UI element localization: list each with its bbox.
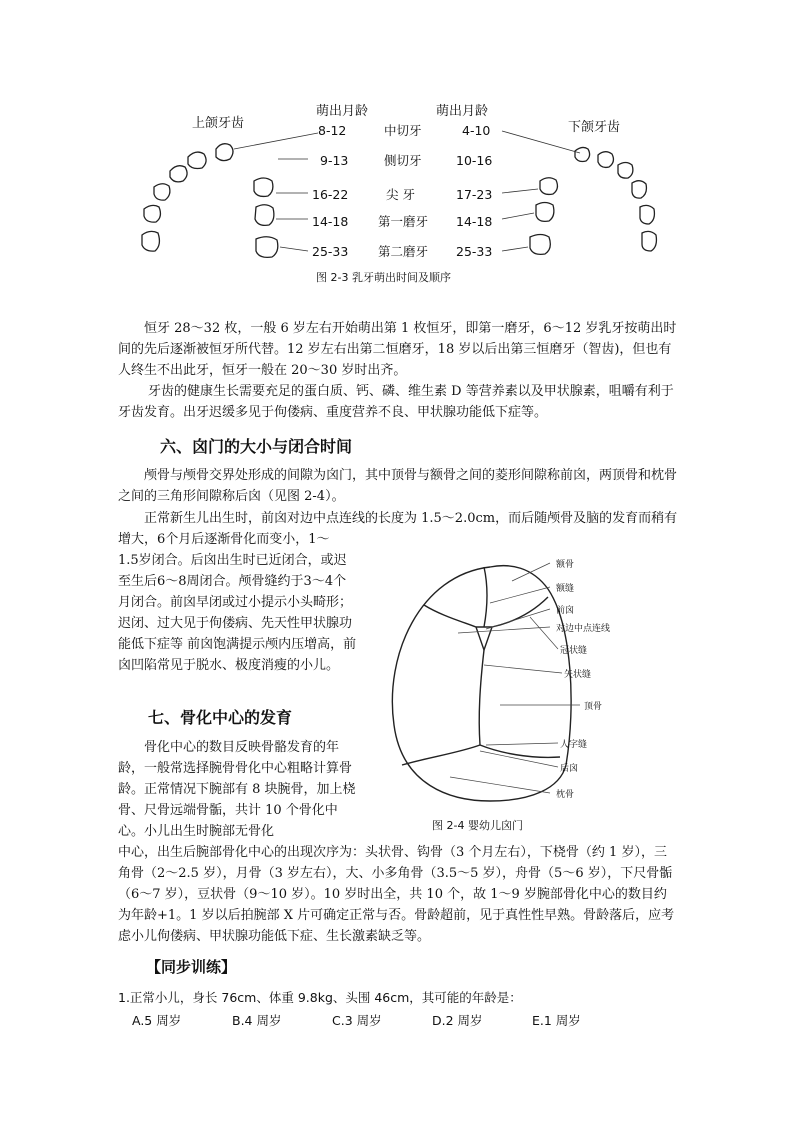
- upper-col-header: 萌出月龄: [316, 104, 369, 119]
- tooth-name-2: 侧切牙: [384, 153, 422, 168]
- paragraph-permanent-teeth: 恒牙 28～32 枚，一般 6 岁左右开始萌出第 1 枚恒牙，即第一磨牙，6～12 岁乳牙按萌出时间的先后逐渐被恒牙所代替。12 岁左右出第二恒磨牙，18 岁以后出第三恒磨牙（智齿)，但也有人终生不出此牙，恒牙一般在 20～30 岁时出齐。: [118, 321, 677, 378]
- anterior-fontanelle: [476, 627, 492, 650]
- tooth: [154, 184, 170, 200]
- question-stem: 1.正常小儿，身长 76cm、体重 9.8kg、头围 46cm，其可能的年龄是：: [118, 990, 522, 1005]
- lower-months-3: 17-23: [456, 187, 493, 202]
- paragraph-teeth-health: 牙齿的健康生长需要充足的蛋白质、钙、磷、维生素 D 等营养素以及甲状腺素，咀嚼有利于牙齿发育。出牙迟缓多见于佝偻病、重度营养不良、甲状腺功能低下症等。: [118, 384, 674, 420]
- section-heading-fontanelle: 六、囟门的大小与闭合时间: [160, 437, 353, 456]
- tooth: [575, 147, 590, 161]
- tooth: [255, 205, 274, 226]
- tooth: [640, 205, 654, 224]
- paragraph-ossification-b: 中心，出生后腕部骨化中心的出现次序为：头状骨、钩骨（3 个月左右），下桡骨（约 1 岁），三角骨（2～2.5 岁），月骨（3 岁左右），大、小多角骨（3.5～5 岁），舟骨（5～6 岁），下尺骨骺（6～7 岁），豆状骨（9～10 岁）。10 岁时出全，共 10 个，故 1～9 岁腕部骨化中心的数目约为年龄+1。1 岁以后拍腕部 X 片可确定正常与否。骨龄超前，见于真性性早熟。骨龄落后，应考虑小儿佝偻病、甲状腺功能低下症、生长激素缺乏等。: [118, 845, 675, 944]
- paragraph-fontanelle-def: 颅骨与颅骨交界处形成的间隙为囟门，其中顶骨与额骨之间的菱形间隙称前囟，两顶骨和枕骨之间的三角形间隙称后囟（见图 2-4）。: [118, 468, 678, 504]
- tooth: [632, 181, 646, 198]
- label-sagittal-suture: 矢状缝: [564, 670, 592, 680]
- option-b[interactable]: B.4 周岁: [232, 1013, 282, 1028]
- tooth-name-4: 第一磨牙: [378, 214, 429, 229]
- tooth: [254, 178, 273, 196]
- lower-months-4: 14-18: [456, 214, 493, 229]
- label-occipital-bone: 枕骨: [556, 790, 575, 800]
- tooth-name-1: 中切牙: [384, 123, 422, 138]
- tooth: [530, 235, 550, 255]
- lambdoid-suture: [402, 745, 560, 765]
- tooth-name-3: 尖 牙: [386, 187, 415, 202]
- frontal-suture: [484, 567, 487, 627]
- pointer-lines: [450, 563, 580, 793]
- upper-jaw-teeth: [142, 144, 278, 258]
- upper-jaw-label: 上颌牙齿: [192, 116, 245, 131]
- upper-months-1: 8-12: [318, 123, 347, 138]
- upper-months-3: 16-22: [312, 187, 349, 202]
- label-midpoint-line: 对边中点连线: [556, 624, 611, 634]
- lower-jaw-label: 下颌牙齿: [568, 120, 621, 135]
- label-lambdoid-suture: 人字缝: [560, 740, 588, 750]
- tooth: [642, 231, 656, 251]
- question-1: [118, 988, 698, 1029]
- tooth: [188, 152, 206, 168]
- training-heading: 【同步训练】: [146, 958, 237, 976]
- tooth: [598, 152, 613, 168]
- tooth: [540, 178, 557, 195]
- lower-months-2: 10-16: [456, 153, 493, 168]
- option-e[interactable]: E.1 周岁: [532, 1013, 581, 1028]
- tooth: [142, 231, 159, 251]
- upper-months-5: 25-33: [312, 244, 349, 259]
- tooth: [256, 237, 278, 258]
- lower-months-5: 25-33: [456, 244, 493, 259]
- label-anterior-fontanelle: 前囟: [556, 606, 575, 616]
- tooth: [618, 163, 633, 179]
- tooth: [536, 203, 554, 222]
- label-frontal-suture: 额缝: [556, 584, 575, 594]
- label-posterior-fontanelle: 后囟: [560, 764, 579, 774]
- label-coronal-suture: 冠状缝: [560, 646, 588, 656]
- tooth: [216, 144, 233, 161]
- tooth-name-5: 第二磨牙: [378, 244, 429, 259]
- tooth: [144, 205, 160, 222]
- lower-months-1: 4-10: [462, 123, 491, 138]
- upper-months-2: 9-13: [320, 153, 349, 168]
- option-c[interactable]: C.3 周岁: [332, 1013, 382, 1028]
- options-row: [118, 1011, 698, 1029]
- lower-jaw-teeth: [530, 147, 656, 254]
- option-a[interactable]: A.5 周岁: [132, 1013, 182, 1028]
- label-parietal-bone: 顶骨: [584, 702, 603, 712]
- tooth: [170, 166, 187, 182]
- option-d[interactable]: D.2 周岁: [432, 1013, 483, 1028]
- paragraph-fontanelle-closure: 1.5岁闭合。后囟出生时已近闭合，或迟至生后6～8周闭合。颅骨缝约于3～4个月闭合。前囟早闭或过小提示小头畸形；迟闭、过大见于佝偻病、先天性甲状腺功能低下症等 前囟饱满提示颅内压增高，前囟凹陷常见于脱水、极度消瘦的小儿。: [118, 553, 357, 673]
- figure-caption: 图 2-3 乳牙萌出时间及顺序: [316, 271, 451, 284]
- figure-infant-skull: [380, 545, 680, 835]
- upper-months-4: 14-18: [312, 214, 349, 229]
- paragraph-fontanelle-size: 正常新生儿出生时，前囟对边中点连线的长度为 1.5～2.0cm，而后随颅骨及脑的发育而稍有增大，6个月后逐渐骨化而变小，1～: [118, 511, 678, 547]
- section-heading-ossification: 七、骨化中心的发育: [148, 708, 293, 727]
- figure-caption: 图 2-4 婴幼儿囟门: [432, 819, 523, 832]
- lower-col-header: 萌出月龄: [436, 104, 489, 119]
- paragraph-ossification-a: 骨化中心的数目反映骨骼发育的年龄，一般常选择腕骨骨化中心粗略计算骨龄。正常情况下腕部有 8 块腕骨，加上桡骨、尺骨远端骨骺，共计 10 个骨化中心。小儿出生时腕部无骨化: [118, 740, 356, 839]
- label-frontal-bone: 额骨: [556, 560, 575, 570]
- sagittal-suture: [479, 650, 484, 745]
- figure-teeth-eruption: [130, 95, 670, 295]
